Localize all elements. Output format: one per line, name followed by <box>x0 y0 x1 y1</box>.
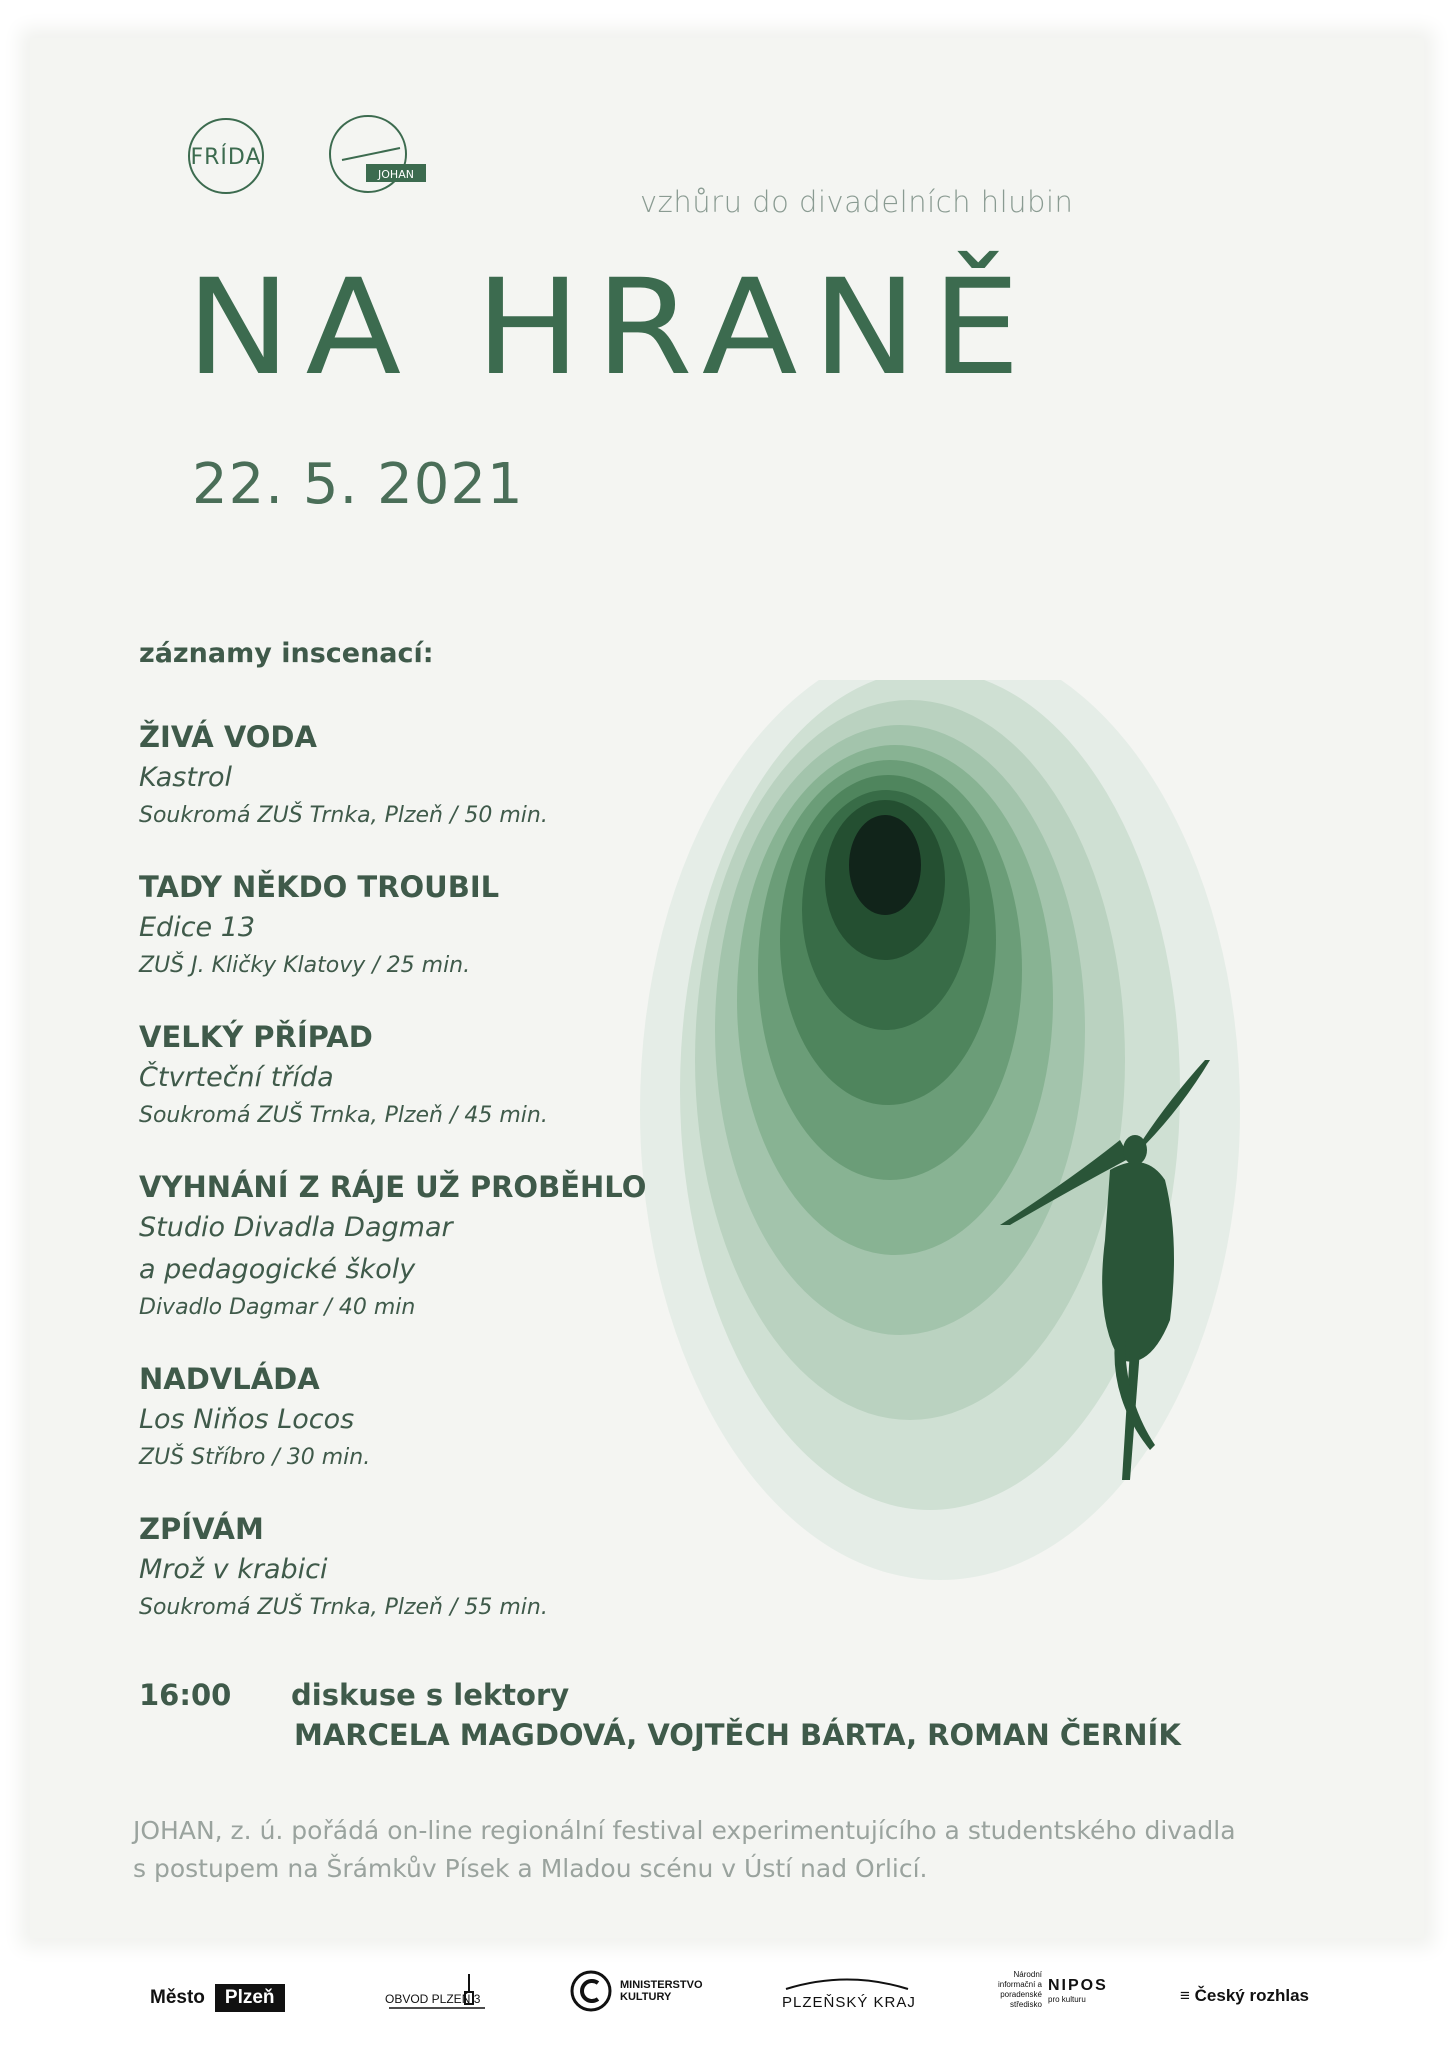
program-item <box>139 717 839 833</box>
item-info: Soukromá ZUŠ Trnka, Plzeň / 55 min. <box>139 1595 548 1620</box>
item-title: VYHNÁNÍ Z RÁJE UŽ PROBĚHLO <box>139 1170 647 1204</box>
nipos-sub: pro kulturu <box>1048 1994 1086 2004</box>
nipos-mark: NIPOS <box>1048 1976 1108 1994</box>
program-item <box>139 1167 839 1325</box>
item-info: ZUŠ Stříbro / 30 min. <box>139 1445 371 1470</box>
program-item <box>139 867 839 983</box>
sponsor-ministerstvo <box>570 1970 703 2012</box>
ministerstvo-line2: KULTURY <box>620 1991 672 2003</box>
discussion-time: 16:00 <box>139 1678 232 1712</box>
item-info: Soukromá ZUŠ Trnka, Plzeň / 45 min. <box>139 1103 548 1128</box>
organizer-note <box>133 1812 1293 1888</box>
item-title: ŽIVÁ VODA <box>139 720 317 754</box>
organizer-note-line2: s postupem na Šrámkův Písek a Mladou scénu v Ústí nad Orlicí. <box>133 1854 928 1883</box>
item-group: Los Niňos Locos <box>139 1404 355 1435</box>
sponsor-plzen-label: Plzeň <box>215 1984 285 2012</box>
discussion-lecturers: MARCELA MAGDOVÁ, VOJTĚCH BÁRTA, ROMAN ČERNÍK <box>294 1718 1181 1752</box>
item-group: Čtvrteční třída <box>139 1062 334 1093</box>
program-item <box>139 1509 839 1625</box>
ministerstvo-line1: MINISTERSTVO <box>620 1979 703 1991</box>
item-group: Edice 13 <box>139 912 256 943</box>
rozhlas-label: Český rozhlas <box>1194 1986 1309 2005</box>
kraj-label: PLZEŇSKÝ KRAJ <box>782 1994 916 2011</box>
sponsor-bar <box>0 1960 1454 2030</box>
item-title: NADVLÁDA <box>139 1362 320 1396</box>
item-group: Studio Divadla Dagmar <box>139 1212 453 1243</box>
program-list <box>139 638 839 1659</box>
program-item <box>139 1017 839 1133</box>
sponsor-mesto-label: Město <box>150 1987 205 2008</box>
item-group: Mrož v krabici <box>139 1554 328 1585</box>
sponsor-cesky-rozhlas <box>1180 1986 1309 2006</box>
frida-logo <box>176 116 276 196</box>
item-info: ZUŠ J. Kličky Klatovy / 25 min. <box>139 953 471 978</box>
item-title: TADY NĚKDO TROUBIL <box>139 870 500 904</box>
sponsor-nipos <box>980 1970 1108 2010</box>
sponsor-plzensky-kraj <box>782 1976 916 2011</box>
item-info: Soukromá ZUŠ Trnka, Plzeň / 50 min. <box>139 803 548 828</box>
nipos-description: Národní informační a poradenské středisko <box>997 1970 1042 2009</box>
item-group-line2: a pedagogické školy <box>139 1254 416 1285</box>
item-title: VELKÝ PŘÍPAD <box>139 1020 373 1054</box>
johan-logo-text: JOHAN <box>378 168 414 181</box>
festival-title: NA HRANĚ <box>186 251 1036 405</box>
organizer-note-line1: JOHAN, z. ú. pořádá on-line regionální festival experimentujícího a studentského divadla <box>133 1816 1236 1845</box>
johan-logo <box>320 112 430 198</box>
tagline: vzhůru do divadelních hlubin <box>640 185 1074 219</box>
program-heading: záznamy inscenací: <box>139 638 434 669</box>
rozhlas-icon: ≡ <box>1180 1986 1195 2005</box>
ministerstvo-icon <box>570 1970 612 2012</box>
item-title: ZPÍVÁM <box>139 1512 264 1546</box>
kraj-arc-icon <box>782 1976 912 1990</box>
discussion-label: diskuse s lektory <box>291 1678 570 1712</box>
frida-logo-text: FRÍDA <box>190 145 262 170</box>
item-info: Divadlo Dagmar / 40 min <box>139 1295 416 1320</box>
sponsor-obvod-label: OBVOD PLZEŇ 3 <box>385 1992 481 2006</box>
sponsor-obvod <box>385 1970 505 2017</box>
festival-date: 22. 5. 2021 <box>192 452 524 517</box>
program-item <box>139 1359 839 1475</box>
item-group: Kastrol <box>139 762 233 793</box>
sponsor-mesto-plzen <box>150 1984 285 2012</box>
